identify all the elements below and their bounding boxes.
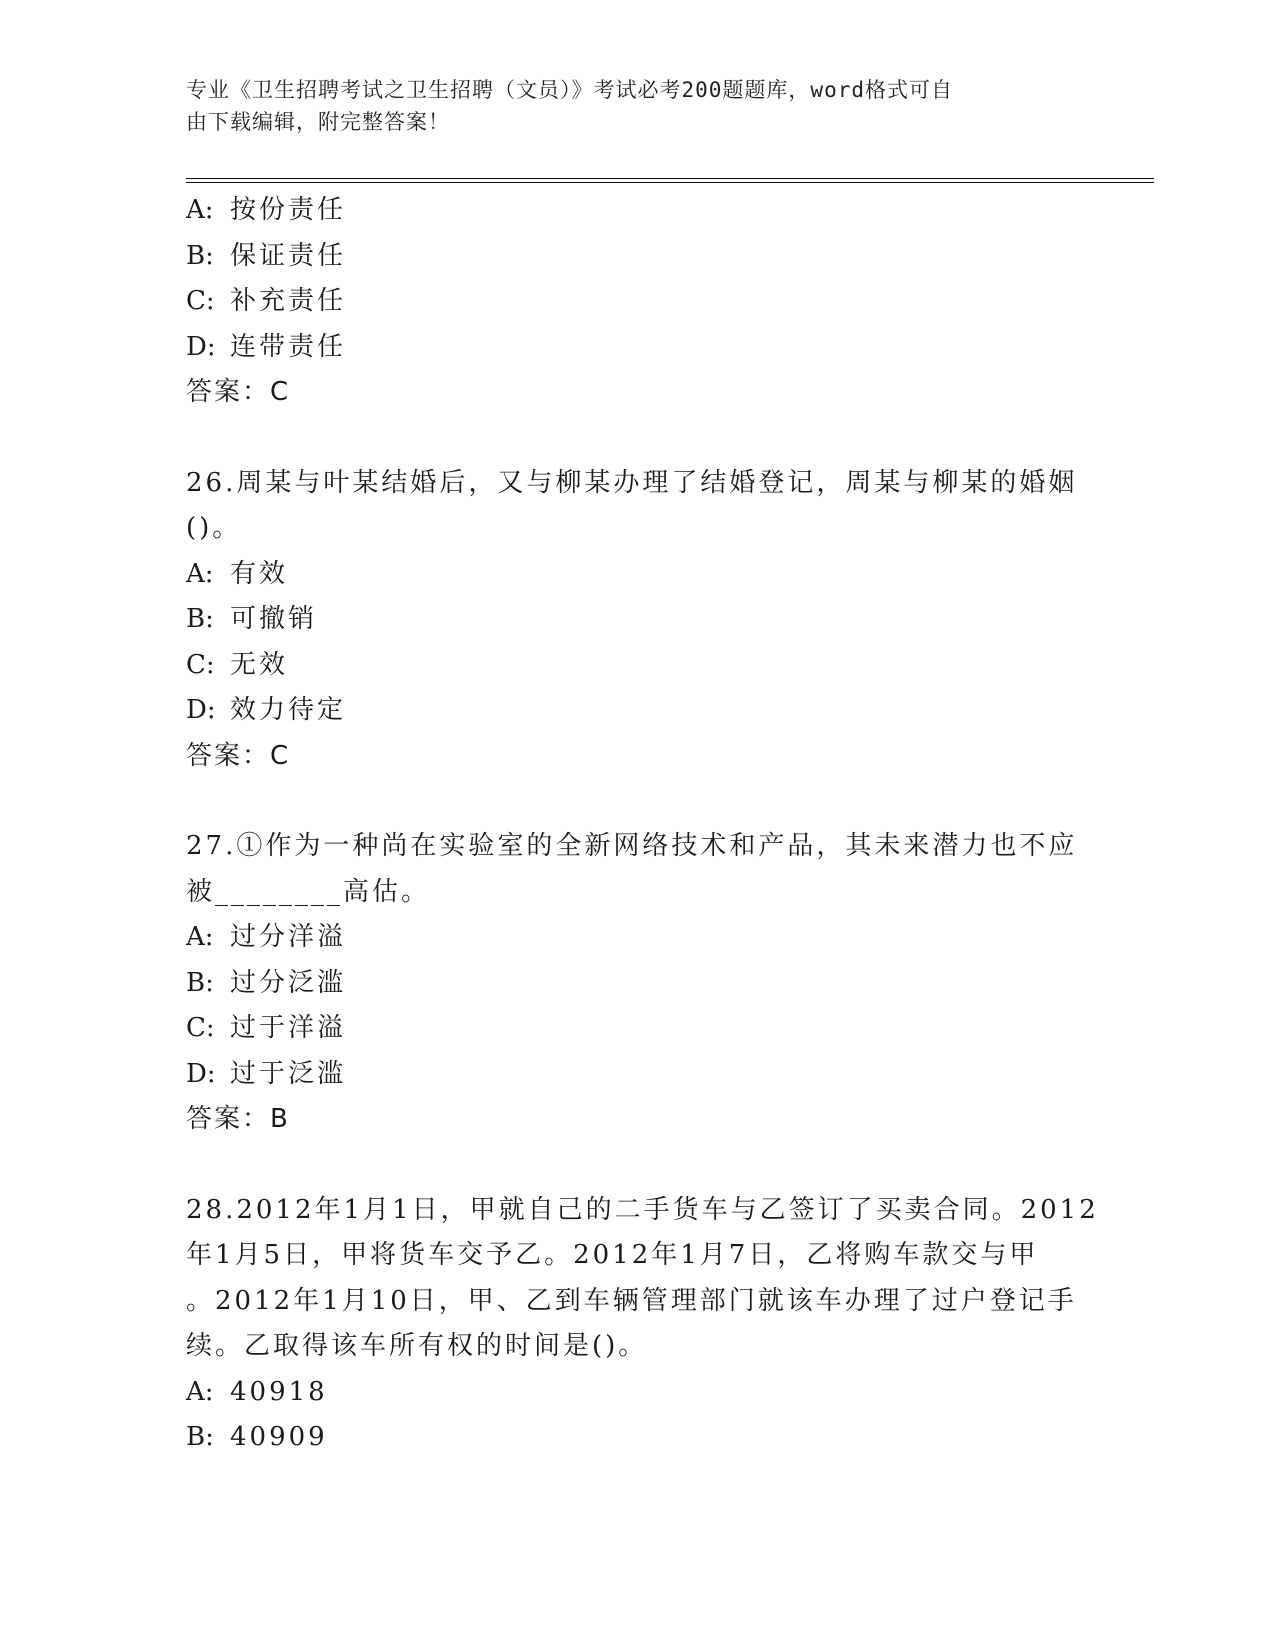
option-a [186,915,1086,961]
option-text: 过分洋溢 [230,922,347,952]
option-text: 过分泛滥 [230,967,347,998]
question-list [186,188,1099,1461]
question-text-line-1: 27.①作为一种尚在实验室的全新网络技术和产品，其未来潜力也不应 [186,831,1078,861]
option-key: D: [186,1058,216,1089]
option-key: B: [186,1422,214,1452]
question-text-line-1: 26.周某与叶某结婚后，又与柳某办理了结婚登记，周某与柳某的婚姻 [186,467,1078,498]
question-text-line-4: 续。乙取得该车所有权的时间是()。 [186,1331,648,1361]
option-key: A: [186,195,214,225]
option-text: 过于泛滥 [230,1058,347,1089]
option-d [186,325,1086,371]
option-key: C: [186,1013,215,1043]
document-header [186,74,1056,138]
option-text: 40909 [230,1422,328,1452]
option-text: 保证责任 [230,240,347,271]
option-key: A: [186,558,214,589]
option-key: D: [186,331,216,362]
option-key: D: [186,695,216,725]
option-a [186,1370,1086,1416]
option-text: 无效 [230,649,289,680]
answer: 答案：B [186,1104,290,1134]
question-26 [186,461,1086,780]
question-text-line-1: 28.2012年1月1日，甲就自己的二手货车与乙签订了买卖合同。2012 [186,1194,1099,1225]
option-c [186,643,1086,689]
header-divider-top [186,178,1154,179]
question-27 [186,824,1086,1143]
option-b [186,961,1086,1007]
option-text: 效力待定 [230,695,347,725]
question-text-line-2: ()。 [186,513,242,543]
option-d [186,688,1086,734]
option-key: A: [186,1376,214,1407]
answer: 答案：C [186,377,291,407]
option-key: C: [186,649,215,680]
option-key: A: [186,922,214,952]
option-key: B: [186,604,214,634]
option-text: 补充责任 [230,286,347,316]
option-key: B: [186,240,214,271]
option-text: 连带责任 [230,331,347,362]
question-text-line-2: 年1月5日，甲将货车交予乙。2012年1月7日，乙将购车款交与甲 [186,1240,1039,1270]
question-25 [186,188,1086,416]
option-a [186,188,1086,234]
option-text: 按份责任 [230,195,347,225]
option-c [186,1006,1086,1052]
option-key: C: [186,286,215,316]
header-line-1: 专业《卫生招聘考试之卫生招聘（文员）》考试必考200题题库，word格式可自 [186,78,953,102]
answer: 答案：C [186,740,291,771]
option-b [186,597,1086,643]
header-line-2: 由下载编辑，附完整答案！ [186,110,450,134]
question-text-line-3: 。2012年1月10日，甲、乙到车辆管理部门就该车办理了过户登记手 [186,1285,1077,1316]
option-text: 40918 [230,1376,328,1407]
option-text: 有效 [230,558,289,589]
option-b [186,234,1086,280]
option-key: B: [186,967,214,998]
option-d [186,1052,1086,1098]
header-divider-bottom [186,182,1154,183]
question-text-line-2: 被________高估。 [186,876,431,907]
option-c [186,279,1086,325]
option-a [186,552,1086,598]
option-text: 过于洋溢 [230,1013,347,1043]
option-b [186,1415,1086,1461]
question-28 [186,1188,1099,1461]
option-text: 可撤销 [230,604,318,634]
